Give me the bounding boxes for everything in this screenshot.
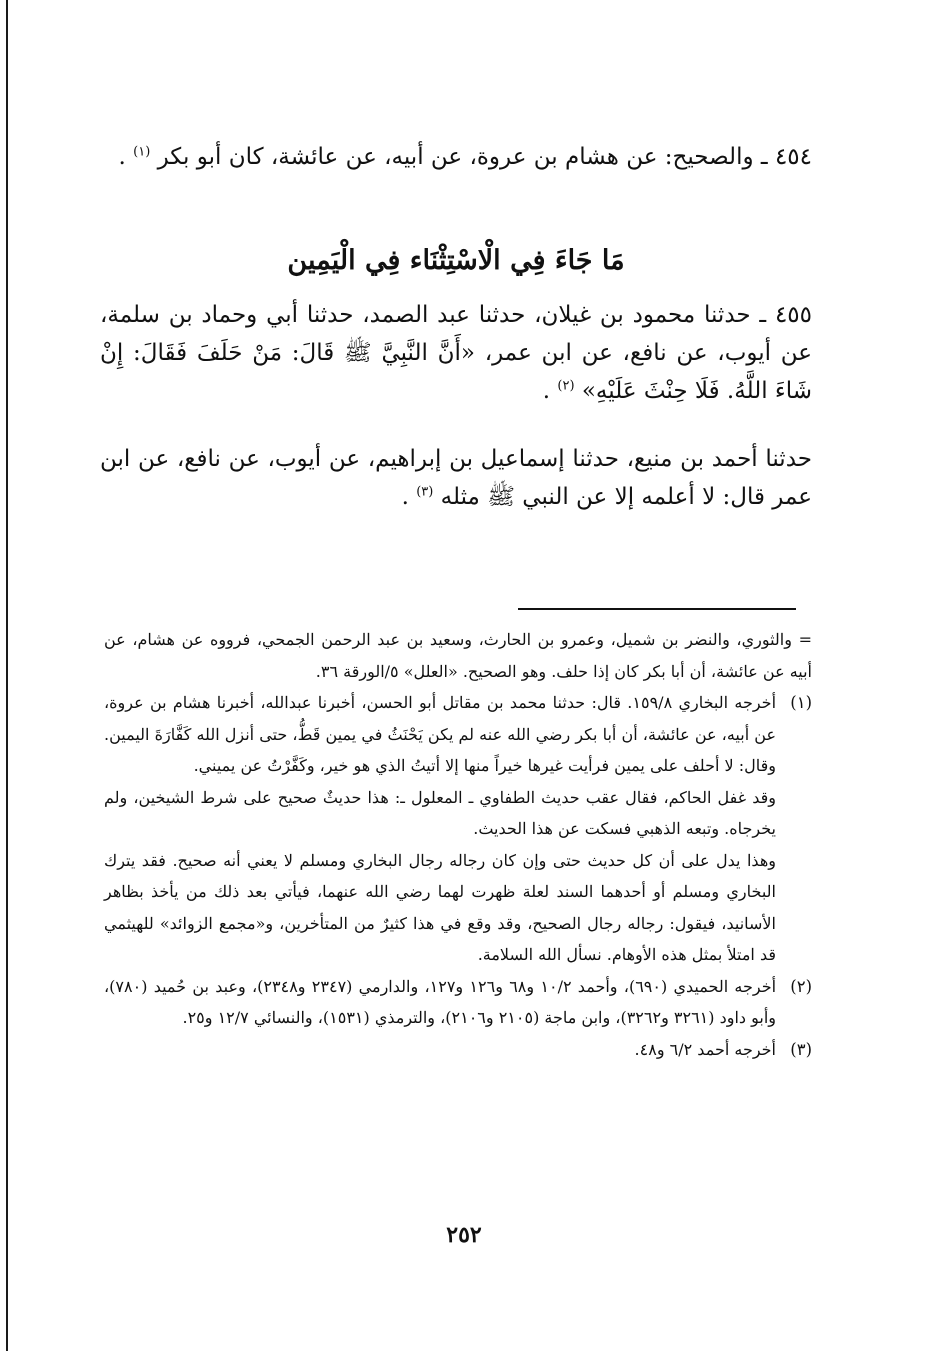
hadith-455-end: .: [542, 378, 551, 404]
footnotes-section: [104, 624, 812, 1065]
footnote-1-number: (١): [790, 693, 812, 712]
hadith-455-second-chain: [100, 440, 812, 516]
footnote-ref-3: (٣): [416, 484, 434, 500]
hadith-454: [100, 138, 812, 176]
footnote-ref-2: (٢): [557, 378, 575, 394]
hadith-454-text: ٤٥٤ ـ والصحيح: عن هشام بن عروة، عن أبيه، عن عائشة، كان أبو بكر: [157, 144, 812, 170]
footnote-1-paragraph: وقد غفل الحاكم، فقال عقب حديث الطفاوي ـ المعلول ـ: هذا حديثٌ صحيح على شرط الشيخين، ولم يخرجاه. وتبعه الذهبي فسكت عن هذا الحديث.: [104, 787, 776, 838]
footnote-1-paragraph: أخرجه البخاري ١٥٩/٨. قال: حدثنا محمد بن مقاتل أبو الحسن، أخبرنا عبدالله، أخبرنا هشام بن عروة، عن أبيه، عن عائشة، أن أبا بكر رضي الله عنه لم يكن يَحْنَثُ في يمين قَطُّ، حتى أنزل الله كَفَّارَةَ اليمين. وقال: لا أحلف على يمين فرأيت غيرها خيراً منها إلا أتيتُ الذي هو خير، وكَفَّرْتُ عن يميني.: [104, 693, 777, 775]
footnote-separator: [518, 608, 796, 610]
page-number: ٢٥٢: [446, 1222, 482, 1248]
hadith-455b-end: .: [401, 484, 409, 510]
footnote-3-text: أخرجه أحمد ٦/٢ و٤٨.: [634, 1039, 776, 1059]
footnote-ref-1: (١): [133, 144, 151, 160]
hadith-455-text: ٤٥٥ ـ حدثنا محمود بن غيلان، حدثنا عبد الصمد، حدثنا أبي وحماد بن سلمة، عن أيوب، عن نافع، عن ابن عمر، «أَنَّ النَّبِيَّ ﷺ قَالَ: مَنْ حَلَفَ فَقَالَ: إِنْ شَاءَ اللَّهُ. فَلَا حِنْثَ عَلَيْهِ»: [100, 302, 812, 404]
footnote-continuation: [104, 624, 812, 687]
footnote-2-number: (٢): [790, 976, 812, 996]
scan-edge-line: [6, 0, 8, 1351]
footnote-continuation-text: = والثوري، والنضر بن شميل، وعمرو بن الحارث، وسعيد بن عبد الرحمن الجمحي، فرووه عن هشام، عن أبيه عن عائشة، أن أبا بكر كان إذا حلف. وهو الصحيح. «العلل» ٥/الورقة ٣٦.: [104, 630, 812, 681]
footnote-1-paragraph: وهذا يدل على أن كل حديث حتى وإن كان رجاله رجال البخاري ومسلم لا يعني أنه صحيح. فقد يترك البخاري ومسلم أو أحدهما السند لعلة ظهرت لهما رضي الله عنهما، فيأتي بعد ذلك من يأخذ بظاهر الأسانيد، فيقول: رجاله رجال الصحيح، وقد وقع في هذا كثيرٌ من المتأخرين، و«مجمع الزوائد» للهيثمي قد امتلأ بمثل هذه الأوهام. نسأل الله السلامة.: [104, 850, 776, 964]
hadith-455b-text: حدثنا أحمد بن منيع، حدثنا إسماعيل بن إبراهيم، عن أيوب، عن نافع، عن ابن عمر قال: لا أعلمه إلا عن النبي ﷺ مثله: [100, 446, 812, 510]
chapter-heading: مَا جَاءَ فِي الْاسْتِثْنَاء فِي الْيَمِين: [287, 245, 625, 276]
hadith-455: [100, 296, 812, 410]
footnote-3-number: (٣): [790, 1039, 812, 1059]
hadith-454-end: .: [118, 144, 126, 170]
footnote-2: [104, 971, 812, 1034]
footnote-3: [104, 1034, 812, 1066]
footnote-2-text: أخرجه الحميدي (٦٩٠)، وأحمد ١٠/٢ و٦٨ و١٢٦ و١٢٧، والدارمي (٢٣٤٧ و٢٣٤٨)، وعبد بن حُميد (٧٨٠)، وأبو داود (٣٢٦١ و٣٢٦٢)، وابن ماجة (٢١٠٥ و٢١٠٦)، والترمذي (١٥٣١)، والنسائي ١٢/٧ و٢٥.: [104, 976, 777, 1027]
footnote-1: [104, 687, 812, 971]
